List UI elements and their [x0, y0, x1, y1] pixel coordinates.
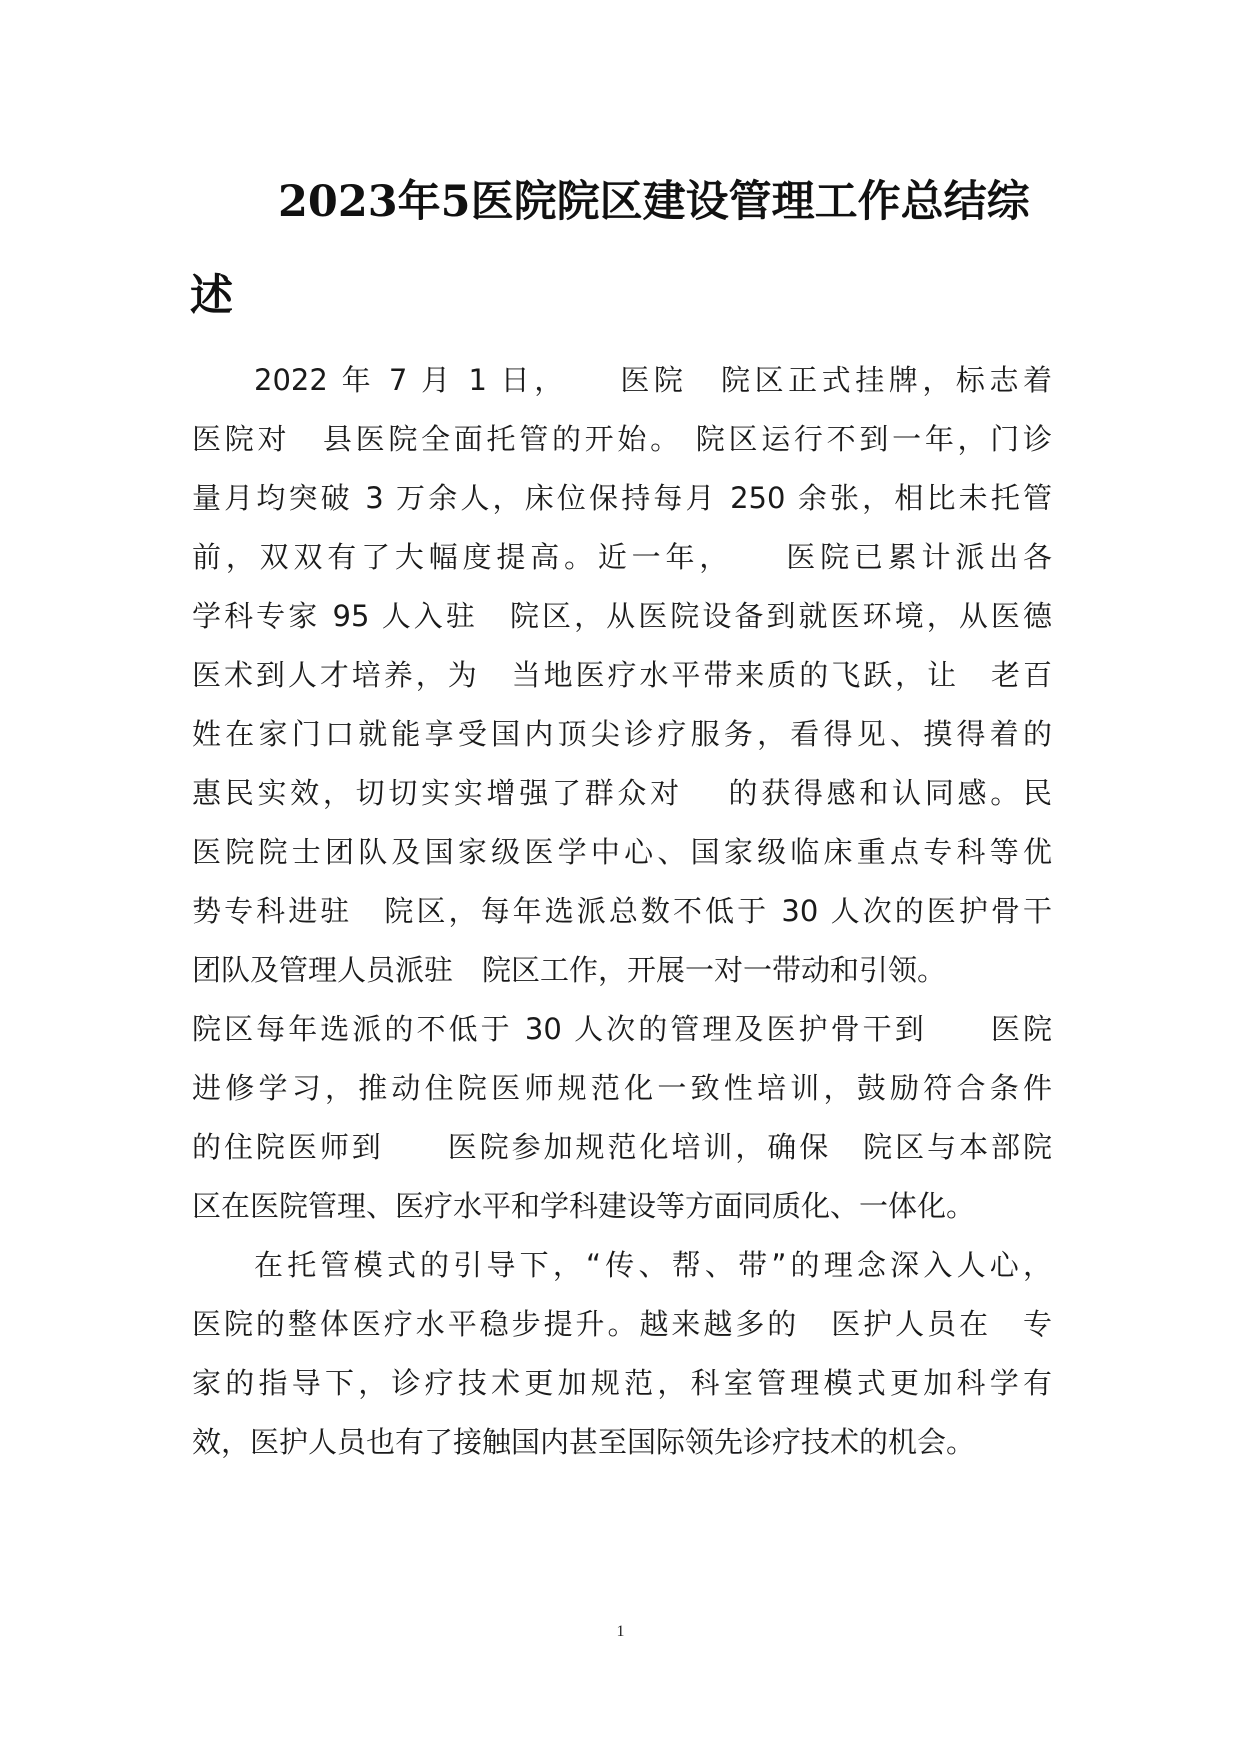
paragraph-1-line-7: 姓在家门口就能享受国内顶尖诊疗服务，看得见、摸得着的	[192, 717, 1052, 751]
paragraph-1-line-9: 医院院士团队及国家级医学中心、国家级临床重点专科等优	[192, 835, 1052, 869]
paragraph-1-line-3: 量月均突破 3 万余人，床位保持每月 250 余张，相比未托管	[192, 481, 1052, 515]
paragraph-1-line-5: 学科专家 95 人入驻 院区，从医院设备到就医环境，从医德	[192, 599, 1052, 633]
document-title-line-2: 述	[190, 271, 233, 321]
paragraph-1-line-4: 前，双双有了大幅度提高。近一年， 医院已累计派出各	[192, 540, 1052, 574]
paragraph-1-line-15: 区在医院管理、医疗水平和学科建设等方面同质化、一体化。	[192, 1189, 976, 1223]
paragraph-2-line-1: 在托管模式的引导下，“传、帮、带”的理念深入人心，	[254, 1248, 1052, 1282]
paragraph-1-line-13: 进修学习，推动住院医师规范化一致性培训，鼓励符合条件	[192, 1071, 1052, 1105]
paragraph-1-line-1: 2022 年 7 月 1 日， 医院 院区正式挂牌，标志着	[254, 363, 1052, 397]
paragraph-1-line-14: 的住院医师到 医院参加规范化培训，确保 院区与本部院	[192, 1130, 1052, 1164]
paragraph-1-line-2: 医院对 县医院全面托管的开始。 院区运行不到一年，门诊	[192, 422, 1052, 456]
paragraph-1-line-8: 惠民实效，切切实实增强了群众对 的获得感和认同感。民	[192, 776, 1052, 810]
document-title-line-1: 2023年5医院院区建设管理工作总结综	[278, 177, 1030, 227]
paragraph-1-line-12: 院区每年选派的不低于 30 人次的管理及医护骨干到 医院	[192, 1012, 1052, 1046]
page-number: 1	[616, 1623, 625, 1640]
paragraph-1-line-6: 医术到人才培养，为 当地医疗水平带来质的飞跃，让 老百	[192, 658, 1052, 692]
paragraph-1-line-10: 势专科进驻 院区，每年选派总数不低于 30 人次的医护骨干	[192, 894, 1052, 928]
paragraph-2-line-3: 家的指导下，诊疗技术更加规范，科室管理模式更加科学有	[192, 1366, 1052, 1400]
paragraph-2-line-2: 医院的整体医疗水平稳步提升。越来越多的 医护人员在 专	[192, 1307, 1052, 1341]
paragraph-1-line-11: 团队及管理人员派驻 院区工作，开展一对一带动和引领。	[192, 953, 947, 987]
paragraph-2-line-4: 效，医护人员也有了接触国内甚至国际领先诊疗技术的机会。	[192, 1425, 976, 1459]
